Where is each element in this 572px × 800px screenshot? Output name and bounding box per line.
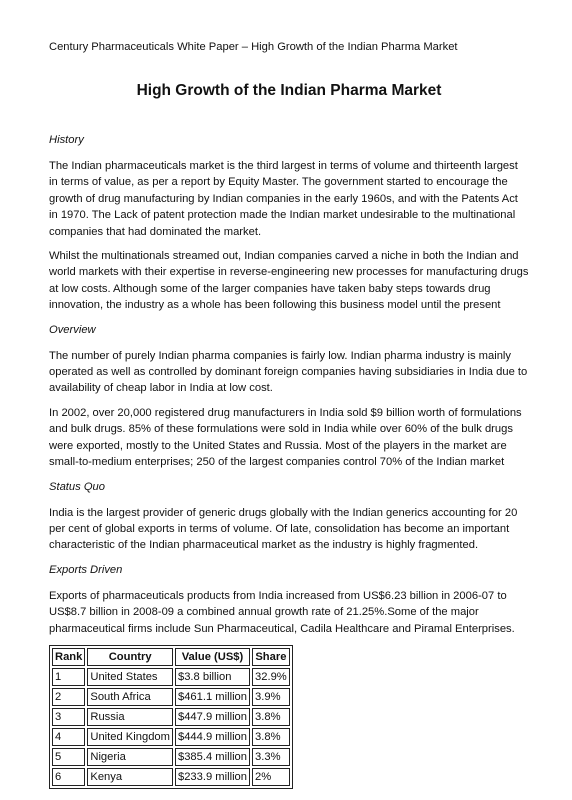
country-cell: Russia [87,708,173,726]
rank-cell: 5 [52,748,85,766]
rank-cell: 1 [52,668,85,686]
table-row [52,708,290,726]
value-cell: $233.9 million [175,768,250,786]
document-title: High Growth of the Indian Pharma Market [136,82,442,99]
table-row [52,748,290,766]
country-cell: Nigeria [87,748,173,766]
section-heading-history: History [49,134,84,146]
column-header-share: Share [252,648,290,666]
column-header-value: Value (US$) [175,648,250,666]
table-row [52,688,290,706]
column-header-country: Country [87,648,173,666]
document-body [49,132,529,789]
country-cell: United Kingdom [87,728,173,746]
section-heading-status-quo: Status Quo [49,480,105,493]
share-cell: 2% [252,768,290,786]
share-cell: 3.8% [252,728,290,746]
value-cell: $461.1 million [175,688,250,706]
country-cell: South Africa [87,688,173,706]
table-row [52,668,290,686]
rank-cell: 6 [52,768,85,786]
paragraph: India is the largest provider of generic drugs globally with the Indian generics accounting for 20 per cent of global exports in terms of volume. Of late, consolidation has become an important characteristic of the Indian pharmaceutical market as the industry is highly fragmented. [49,506,518,552]
paragraph: The number of purely Indian pharma companies is fairly low. Indian pharma industry is mainly operated as well as controlled by dominant foreign companies having subsidiaries in India due to availability of cheap labor in India at low cost. [49,349,528,395]
country-cell: United States [87,668,173,686]
running-header: Century Pharmaceuticals White Paper – High Growth of the Indian Pharma Market [49,41,458,53]
rank-cell: 4 [52,728,85,746]
value-cell: $385.4 million [175,748,250,766]
value-cell: $447.9 million [175,708,250,726]
share-cell: 32.9% [252,668,290,686]
share-cell: 3.8% [252,708,290,726]
paragraph: In 2002, over 20,000 registered drug manufacturers in India sold $9 billion worth of formulations and bulk drugs. 85% of these formulations were sold in India while over 60% of the bulk drugs were exported, mostly to the United States and Russia. Most of the players in the market are small-to-medium enterprises; 250 of the largest companies control 70% of the Indian market [49,406,522,469]
rank-cell: 3 [52,708,85,726]
share-cell: 3.9% [252,688,290,706]
share-cell: 3.3% [252,748,290,766]
table-row [52,768,290,786]
exports-table [49,645,293,789]
section-heading-exports-driven: Exports Driven [49,563,123,576]
country-cell: Kenya [87,768,173,786]
paragraph: Whilst the multinationals streamed out, Indian companies carved a niche in both the Indian and world markets with their expertise in reverse-engineering new processes for manufacturing drugs at low costs. Although some of the larger companies have taken baby steps towards drug innovation, the industry as a whole has been following this business model until the present [49,250,529,312]
value-cell: $3.8 billion [175,668,250,686]
value-cell: $444.9 million [175,728,250,746]
column-header-rank: Rank [52,648,85,666]
paragraph: The Indian pharmaceuticals market is the third largest in terms of volume and thirteenth largest in terms of value, as per a report by Equity Master. The government started to encourage the growth of drug manufacturing by Indian companies in the early 1960s, and with the Patents Act in 1970. The Lack of patent protection made the Indian market undesirable to the multinational companies that had dominated the market. [49,160,518,238]
table-header-row [52,648,290,666]
rank-cell: 2 [52,688,85,706]
table-row [52,728,290,746]
section-heading-overview: Overview [49,323,96,336]
paragraph: Exports of pharmaceuticals products from India increased from US$6.23 billion in 2006-07 to US$8.7 billion in 2008-09 a combined annual growth rate of 21.25%.Some of the major pharmaceutical firms include Sun Pharmaceutical, Cadila Healthcare and Piramal Enterprises. [49,589,515,635]
